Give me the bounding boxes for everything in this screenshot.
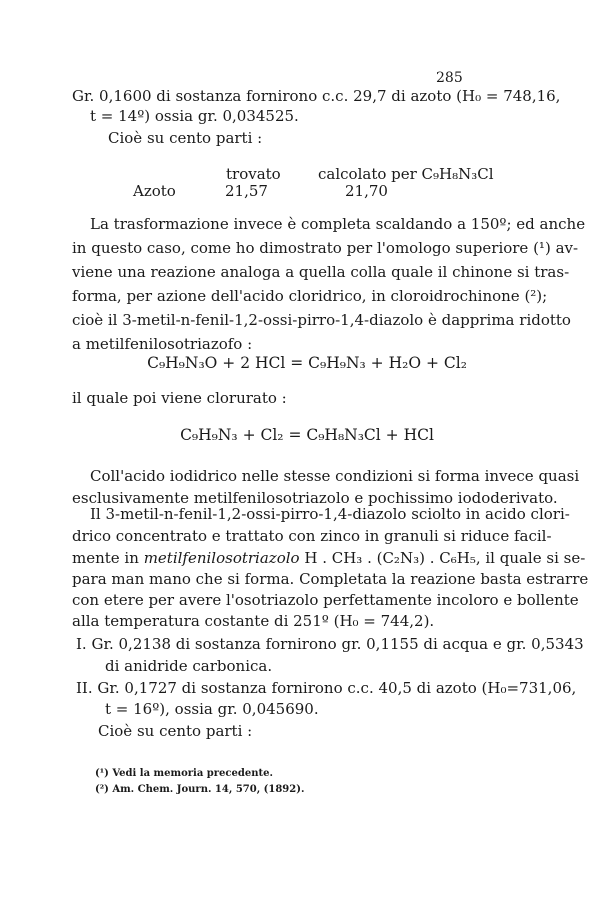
text-span: mente in (72, 549, 139, 567)
equation-2: C₉H₉N₃ + Cl₂ = C₉H₈N₃Cl + HCl (180, 426, 434, 444)
text-line: viene una reazione analoga a quella colla quale il chinone si tras- (72, 263, 570, 281)
footnote-2: (²) Am. Chem. Journ. 14, 570, (1892). (95, 784, 305, 795)
table-label: Azoto (133, 182, 176, 200)
text-line: para man mano che si forma. Completata la reazione basta estrarre (72, 570, 589, 588)
text-line: Il 3-metil-n-fenil-1,2-ossi-pirro-1,4-diazolo sciolto in acido clori- (90, 505, 570, 523)
text-line: Gr. 0,1600 di sostanza fornirono c.c. 29,7 di azoto (H₀ = 748,16, (72, 87, 561, 105)
table-header-calc: calcolato per C₉H₈N₃Cl (318, 165, 494, 183)
text-line: con etere per avere l'osotriazolo perfettamente incoloro e bollente (72, 591, 579, 609)
text-line: cioè il 3-metil-n-fenil-1,2-ossi-pirro-1,4-diazolo è dapprima ridotto (72, 311, 571, 329)
text-line: I. Gr. 0,2138 di sostanza fornirono gr. 0,1155 di acqua e gr. 0,5343 (76, 635, 584, 653)
text-line: a metilfenilosotriazofo : (72, 335, 253, 353)
text-span: H . CH₃ . (C₂N₃) . C₆H₅, il quale si se- (304, 549, 586, 567)
text-line: esclusivamente metilfenilosotriazolo e pochissimo iododerivato. (72, 489, 558, 507)
page-number: 285 (436, 70, 463, 86)
text-line: t = 16º), ossia gr. 0,045690. (105, 700, 319, 718)
text-line: alla temperatura costante di 251º (H₀ = 744,2). (72, 612, 435, 630)
table-value-calc: 21,70 (345, 182, 388, 200)
text-line: di anidride carbonica. (105, 657, 273, 675)
table-value-found: 21,57 (225, 182, 268, 200)
table-header-found: trovato (226, 165, 281, 183)
text-line: Coll'acido iodidrico nelle stesse condizioni si forma invece quasi (90, 467, 580, 485)
text-line (72, 548, 586, 568)
text-line: drico concentrato e trattato con zinco in granuli si riduce facil- (72, 527, 552, 545)
text-line: forma, per azione dell'acido cloridrico, in cloroidrochinone (²); (72, 287, 548, 305)
text-line: La trasformazione invece è completa scaldando a 150º; ed anche (90, 215, 586, 233)
text-line: il quale poi viene clorurato : (72, 389, 287, 407)
equation-1: C₉H₉N₃O + 2 HCl = C₉H₉N₃ + H₂O + Cl₂ (147, 354, 467, 372)
text-line: II. Gr. 0,1727 di sostanza fornirono c.c. 40,5 di azoto (H₀=731,06, (76, 679, 577, 697)
text-line: Cioè su cento parti : (108, 129, 263, 147)
text-span-italic: metilfenilosotriazolo (143, 549, 300, 567)
text-line: Cioè su cento parti : (98, 722, 253, 740)
footnote-1: (¹) Vedi la memoria precedente. (95, 768, 273, 779)
text-line: t = 14º) ossia gr. 0,034525. (90, 107, 299, 125)
text-line: in questo caso, come ho dimostrato per l'omologo superiore (¹) av- (72, 239, 579, 257)
